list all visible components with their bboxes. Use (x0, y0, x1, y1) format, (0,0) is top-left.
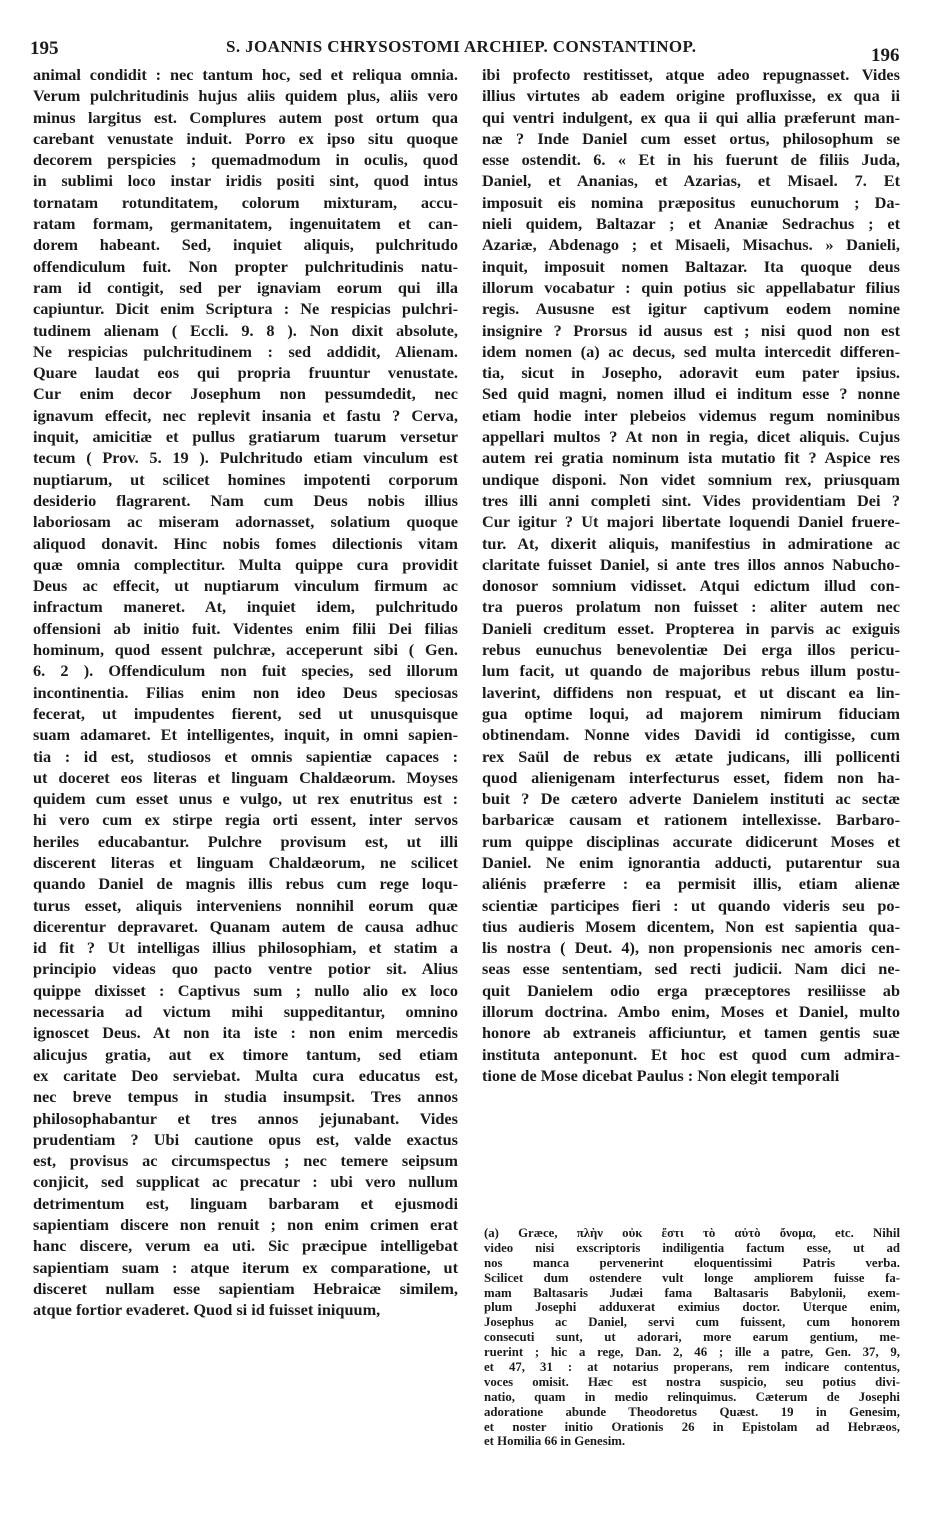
text-line: ibi profecto restitisset, atque adeo repugnasset. Vides (482, 65, 900, 84)
footnote-line: adoratione abunde Theodoretus Quæst. 19 in Genesim, (484, 1404, 900, 1419)
text-line: aliénis præferre : ea permisit illis, etiam alienæ (482, 874, 900, 894)
text-line: Azariæ, Abdenago ; et Misaeli, Misachus. » Danieli, (482, 235, 900, 255)
text-line: suam adamaret. Et intelligentes, inquit, in omni sapien- (33, 725, 458, 745)
page-number-left: 195 (30, 38, 59, 59)
right-text-column (482, 64, 900, 1086)
text-line: nieli quidem, Baltazar ; et Ananiæ Sedrachus ; et (482, 214, 900, 234)
text-line: est, provisus ac circumspectus ; nec temere seipsum (33, 1151, 458, 1171)
text-line: dicerentur depravaret. Quanam autem de causa adhuc (33, 916, 458, 936)
text-line: sapientiam discere non renuit ; non enim crimen erat (33, 1215, 458, 1235)
text-line: sapientiam suam : atque iterum ex comparatione, ut (33, 1257, 458, 1277)
text-line: offensioni ab initio fuit. Videntes enim filii Dei filias (33, 618, 458, 638)
text-line: hanc discere, verum ea uti. Sic præcipue intelligebat (33, 1236, 458, 1256)
text-line: tia, sicut in Josepho, adoravit eum pater ipsius. (482, 363, 900, 383)
footnote-line: Josephus ac Daniel, servi cum fuissent, cum honorem (484, 1315, 900, 1330)
text-line: minus largitus est. Complures autem post ortum qua (33, 107, 458, 127)
text-line: tur. At, dixerit aliquis, manifestius in admiratione ac (482, 533, 900, 553)
text-line: necessaria ad victum mihi suppeditantur, omnino (33, 1002, 458, 1022)
footnote-line: et 47, 31 : at notarius properans, rem indicare contentus, (484, 1360, 900, 1375)
text-line: capiuntur. Dicit enim Scriptura : Ne respicias pulchri- (33, 299, 458, 319)
text-line: claritate fuisset Daniel, si ante tres illos annos Nabucho- (482, 554, 900, 574)
text-line: rebus eunuchus benevolentiæ Dei erga illos pericu- (482, 640, 900, 660)
text-line: obtinendam. Nonne vides Davidi id contigisse, cum (482, 725, 900, 745)
footnote-line: nos manca pervenerint eloquentissimi Patris verba. (484, 1255, 900, 1270)
text-line: Quare laudat eos qui propria fruuntur venustate. (33, 363, 458, 383)
footnote-line: et noster initio Orationis 26 in Epistolam ad Hebræos, (484, 1419, 900, 1434)
text-line: infractum maneret. At, inquiet idem, pulchritudo (33, 597, 458, 617)
text-line: tecum ( Prov. 5. 19 ). Pulchritudo etiam vinculum est (33, 448, 458, 468)
text-line: ignavum effecit, nec replevit insania et fastu ? Cerva, (33, 405, 458, 425)
text-line: detrimentum est, linguam barbaram et ejusmodi (33, 1193, 458, 1213)
text-line: incontinentia. Filias enim non ideo Deus speciosas (33, 682, 458, 702)
text-line: offendiculum fuit. Non propter pulchritudinis natu- (33, 256, 458, 276)
text-line: animal condidit : nec tantum hoc, sed et reliqua omnia. (33, 65, 458, 84)
text-line: 6. 2 ). Offendiculum non fuit species, sed illorum (33, 661, 458, 681)
footnote-line: video nisi exscriptoris indiligentia factum esse, ut ad (484, 1240, 900, 1255)
footnote-line: natio, quam in medio relinquimus. Cæterum de Josephi (484, 1389, 900, 1404)
text-line: ram id contigit, sed per ignaviam eorum qui illa (33, 277, 458, 297)
text-line: laboriosam ac miseram adornasset, solatium quoque (33, 512, 458, 532)
text-line: gua optime loqui, ad majorem nimirum fiduciam (482, 703, 900, 723)
text-line: desiderio flagrarent. Nam cum Deus nobis illius (33, 490, 458, 510)
footnote-line: mam Baltasaris Judæi fama Baltasaris Babylonii, exem- (484, 1285, 900, 1300)
text-line: fecerat, ut impudentes fierent, sed ut unusquisque (33, 703, 458, 723)
text-line: inquit, amicitiæ et pullus gratiarum tuarum versetur (33, 427, 458, 447)
text-line: autem rei gratia nominum ista mutatio fit ? Aspice res (482, 448, 900, 468)
text-line: Daniel, et Ananias, et Azarias, et Misael. 7. Et (482, 171, 900, 191)
text-line: Daniel. Ne enim ignorantia adducti, putarentur sua (482, 852, 900, 872)
text-line: quidem cum esset unus e vulgo, ut rex enutritus est : (33, 789, 458, 809)
text-line: Danieli creditum esset. Propterea in parvis ac exiguis (482, 618, 900, 638)
text-line: ut doceret eos literas et linguam Chaldæorum. Moyses (33, 767, 458, 787)
text-line: philosophabantur et tres annos jejunabant. Vides (33, 1108, 458, 1128)
text-line: lis nostra ( Deut. 4), non propensionis nec amoris cen- (482, 938, 900, 958)
text-line: tres illi anni completi sint. Vides providentiam Dei ? (482, 490, 900, 510)
text-line: illius virtutes ab eadem origine profluxisse, ex qua ii (482, 86, 900, 106)
text-line: Ne respicias pulchritudinem : sed addidit, Alienam. (33, 341, 458, 361)
left-text-column (33, 64, 458, 1321)
text-line: rum quippe disciplinas accurate didicerunt Moses et (482, 831, 900, 851)
text-line: Cur igitur ? Ut majori libertate loquendi Daniel fruere- (482, 512, 900, 532)
text-line: dorem habeant. Sed, inquiet aliquis, pulchritudo (33, 235, 458, 255)
text-line: in sublimi loco instar iridis positi sint, quod intus (33, 171, 458, 191)
text-line: nuptiarum, ut scilicet homines impotenti corporum (33, 469, 458, 489)
footnote-line: ruerint ; hic a rege, Dan. 2, 46 ; ille a patre, Gen. 37, 9, (484, 1345, 900, 1360)
text-line: esse ostendit. 6. « Et in his fuerunt de filiis Juda, (482, 150, 900, 170)
footnote-line: Scilicet dum ostendere vult longe ampliorem fuisse fa- (484, 1270, 900, 1285)
text-line: instituta anteponunt. Et hoc est quod cum admira- (482, 1044, 900, 1064)
text-line: regis. Aususne est igitur captivum eodem nomine (482, 299, 900, 319)
text-line: quippe dixisset : Captivus sum ; nullo alio ex loco (33, 980, 458, 1000)
footnote-line: et Homilia 66 in Genesim. (484, 1434, 626, 1449)
text-line: insignire ? Prorsus id ausus est ; nisi quod non est (482, 320, 900, 340)
text-line: illorum doctrina. Ambo enim, Moses et Daniel, multo (482, 1002, 900, 1022)
text-line: principio videas quo pacto ventre potior sit. Alius (33, 959, 458, 979)
text-line: turus esset, aliquis interveniens nonnihil eorum quæ (33, 895, 458, 915)
text-line: etiam hodie inter plebeios videmus regum nominibus (482, 405, 900, 425)
text-line: atque fortior evaderet. Quod si id fuisset iniquum, (33, 1300, 381, 1320)
text-line: quando Daniel de magnis illis rebus cum rege loqu- (33, 874, 458, 894)
text-line: seas esse sententiam, sed recti judicii. Nam dici ne- (482, 959, 900, 979)
text-line: illorum vocabatur : quin potius sic appellabatur filius (482, 277, 900, 297)
footnote-line: (a) Græce, πλὴν οὐκ ἔστι τὸ αὐτὸ ὄνομα, etc. Nihil (484, 1226, 900, 1240)
text-line: ignoscet Deus. At non ita iste : non enim mercedis (33, 1023, 458, 1043)
text-line: barbaricæ causam et rationem intellexisse. Barbaro- (482, 810, 900, 830)
footnote-line: voces omisit. Hæc est nostra suspicio, seu potius divi- (484, 1374, 900, 1389)
footnote-line: plum Josephi adduxerat eximius doctor. Uterque enim, (484, 1300, 900, 1315)
text-line: tius audieris Mosem dicentem, Non est sapientia qua- (482, 916, 900, 936)
text-line: conjicit, sed supplicat ac precatur : ubi vero nullum (33, 1172, 458, 1192)
footnote-line: consecuti sunt, ut adorari, more earum gentium, me- (484, 1330, 900, 1345)
text-line: tione de Mose dicebat Paulus : Non elegit temporali (482, 1065, 840, 1085)
text-line: ex caritate Deo serviebat. Multa cura educatus est, (33, 1065, 458, 1085)
text-line: laverint, diffidens non respuat, et ut discant ea lin- (482, 682, 900, 702)
text-line: prudentiam ? Ubi cautione opus est, valde exactus (33, 1129, 458, 1149)
text-line: quæ omnia complectitur. Multa quippe cura providit (33, 554, 458, 574)
text-line: Verum pulchritudinis hujus aliis quidem plus, aliis vero (33, 86, 458, 106)
text-line: Cur enim decor Josephum non pessumdedit, nec (33, 384, 458, 404)
text-line: tornatam rotunditatem, colorum mixturam, accu- (33, 192, 458, 212)
text-line: carebant venustate induit. Porro ex ipso situ quoque (33, 128, 458, 148)
text-line: Sed quid magni, nomen illud ei inditum esse ? nonne (482, 384, 900, 404)
footnote (484, 1226, 900, 1449)
text-line: hi vero cum ex stirpe regia orti essent, inter servos (33, 810, 458, 830)
text-line: inquit, imposuit nomen Baltazar. Ita quoque deus (482, 256, 900, 276)
text-line: disceret nullam esse sapientiam Hebraicæ similem, (33, 1278, 458, 1298)
text-line: qui ventri indulgent, ex qua ii qui allia præferunt man- (482, 107, 900, 127)
text-line: undique disponi. Non videt somnium rex, priusquam (482, 469, 900, 489)
text-line: rex Saül de rebus ex ætate judicans, illi pollicenti (482, 746, 900, 766)
text-line: nec breve tempus in studia insumpsit. Tres annos (33, 1087, 458, 1107)
text-line: tia : id est, studiosos et omnis sapientiæ capaces : (33, 746, 458, 766)
text-line: donosor somnium vidisset. Atqui edictum illud con- (482, 576, 900, 596)
page-header (0, 0, 939, 64)
text-line: quod alienigenam interfecturus esset, fidem non ha- (482, 767, 900, 787)
text-line: idem nomen (a) ac decus, sed multa intercedit differen- (482, 341, 900, 361)
text-line: Deus ac effecit, ut nuptiarum vinculum firmum ac (33, 576, 458, 596)
text-line: quit Danielem odio erga præceptores resiliisse ab (482, 980, 900, 1000)
text-line: heriles educabantur. Pulchre provisum est, ut illi (33, 831, 458, 851)
text-line: hominum, quod essent pulchræ, acceperunt sibi ( Gen. (33, 640, 458, 660)
text-line: næ ? Inde Daniel cum esset ortus, philosophum se (482, 128, 900, 148)
text-line: appellari multos ? At non in regia, dicet aliquis. Cujus (482, 427, 900, 447)
text-line: tudinem alienam ( Eccli. 9. 8 ). Non dixit absolute, (33, 320, 458, 340)
text-line: honore ab extraneis afficiuntur, et tamen gentis suæ (482, 1023, 900, 1043)
text-line: tra pueros prolatum non fuisset : aliter autem nec (482, 597, 900, 617)
text-line: lum facit, ut quando de majoribus rebus illum postu- (482, 661, 900, 681)
text-line: buit ? De cætero adverte Danielem instituti ac sectæ (482, 789, 900, 809)
text-line: id fit ? Ut intelligas illius philosophiam, et statim a (33, 938, 458, 958)
text-line: decorem perspicies ; quemadmodum in oculis, quod (33, 150, 458, 170)
text-line: ratam formam, germanitatem, ingenuitatem et can- (33, 214, 458, 234)
text-line: aliquod donavit. Hinc nobis fomes dilectionis vitam (33, 533, 458, 553)
text-line: imposuit eis nomina præpositus eunuchorum ; Da- (482, 192, 900, 212)
text-line: alicujus gratia, aut ex timore tantum, sed etiam (33, 1044, 458, 1064)
page-number-right: 196 (871, 45, 900, 66)
running-title: S. JOANNIS CHRYSOSTOMI ARCHIEP. CONSTANTINOP. (226, 37, 697, 56)
text-line: scientiæ participes fieri : ut quando videris seu po- (482, 895, 900, 915)
text-line: discerent literas et linguam Chaldæorum, ne scilicet (33, 852, 458, 872)
